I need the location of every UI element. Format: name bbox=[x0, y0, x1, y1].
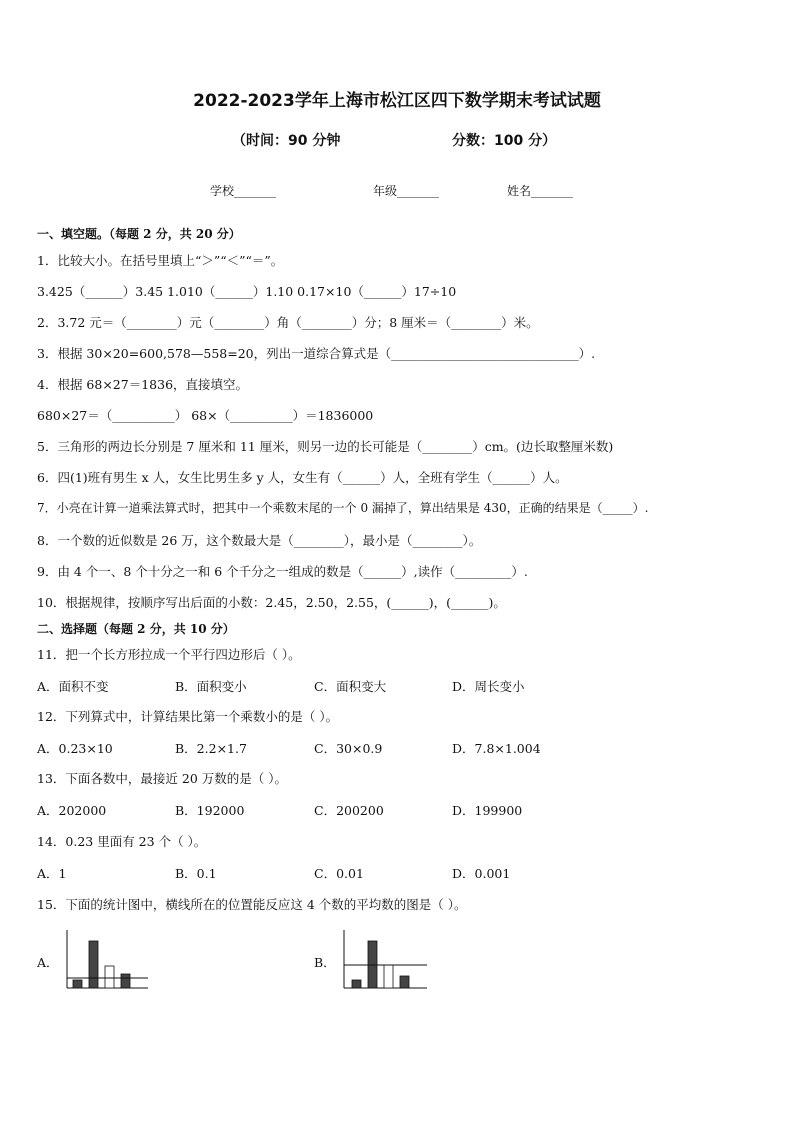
q13-option-a: A．202000 bbox=[37, 803, 107, 818]
q12-option-a: A．0.23×10 bbox=[37, 741, 113, 756]
graph-a-bar-1 bbox=[73, 980, 82, 988]
graph-a-bar-3 bbox=[105, 966, 114, 988]
time-info: （时间：90 分钟 bbox=[232, 133, 341, 149]
q6: 6．四(1)班有男生 x 人，女生比男生多 y 人，女生有（______）人，全班有学生（______）人。 bbox=[37, 470, 568, 485]
q12-option-d: D．7.8×1.004 bbox=[452, 741, 541, 756]
q8: 8．一个数的近似数是 26 万，这个数最大是（________），最小是（________）。 bbox=[37, 533, 482, 548]
q14-stem: 14．0.23 里面有 23 个（ ）。 bbox=[37, 834, 207, 849]
q14-option-b: B．0.1 bbox=[175, 866, 217, 881]
section2-heading: 二、选择题（每题 2 分，共 10 分） bbox=[37, 622, 235, 636]
q11-stem: 11．把一个长方形拉成一个平行四边形后（ ）。 bbox=[37, 647, 301, 662]
q5: 5．三角形的两边长分别是 7 厘米和 11 厘米，则另一边的长可能是（________）cm。(边长取整厘米数) bbox=[37, 439, 614, 454]
q12-option-b: B．2.2×1.7 bbox=[175, 741, 247, 756]
q12-stem: 12．下列算式中，计算结果比第一个乘数小的是（ ）。 bbox=[37, 709, 339, 724]
q11-option-a: A．面积不变 bbox=[37, 679, 109, 694]
graph-a-bar-4 bbox=[121, 974, 130, 988]
q12-option-c: C．30×0.9 bbox=[314, 741, 383, 756]
section1-heading: 一、填空题。（每题 2 分，共 20 分） bbox=[37, 227, 241, 241]
q7: 7．小亮在计算一道乘法算式时，把其中一个乘数末尾的一个 0 漏掉了，算出结果是 430，正确的结果是（_____）. bbox=[37, 501, 649, 515]
graph-b-bar-3 bbox=[384, 965, 393, 988]
q4-stem: 4．根据 68×27＝1836，直接填空。 bbox=[37, 377, 249, 392]
q14-option-c: C．0.01 bbox=[314, 866, 364, 881]
q13-stem: 13．下面各数中，最接近 20 万数的是（ ）。 bbox=[37, 771, 287, 786]
q15-option-a: A． bbox=[37, 955, 59, 970]
grade-field: 年级_______ bbox=[373, 184, 440, 198]
q11-option-d: D．周长变小 bbox=[452, 679, 525, 694]
q10: 10．根据规律，按顺序写出后面的小数：2.45，2.50，2.55，(______)，(______)。 bbox=[37, 595, 506, 610]
q4-items: 680×27＝（__________） 68×（__________）＝1836000 bbox=[37, 408, 374, 423]
graph-a-bar-2 bbox=[89, 941, 98, 988]
q11-option-b: B．面积变小 bbox=[175, 679, 247, 694]
score-info: 分数：100 分） bbox=[452, 133, 557, 149]
exam-title: 2022-2023学年上海市松江区四下数学期末考试试题 bbox=[193, 91, 601, 111]
q13-option-b: B．192000 bbox=[175, 803, 245, 818]
q15-option-b: B． bbox=[314, 955, 336, 970]
school-field: 学校_______ bbox=[210, 184, 277, 198]
q1-items: 3.425（______）3.45 1.010（______）1.10 0.17×10（______）17÷10 bbox=[37, 284, 457, 299]
q11-option-c: C．面积变大 bbox=[314, 679, 387, 694]
name-field: 姓名_______ bbox=[507, 184, 574, 198]
q2: 2．3.72 元＝（________）元（________）角（________）分；8 厘米＝（________）米。 bbox=[37, 315, 539, 330]
q15-stem: 15．下面的统计图中，横线所在的位置能反应这 4 个数的平均数的图是（ ）。 bbox=[37, 897, 467, 912]
q14-option-d: D．0.001 bbox=[452, 866, 511, 881]
q3: 3．根据 30×20=600,578—558=20，列出一道综合算式是（______________________________）. bbox=[37, 346, 596, 361]
q9: 9．由 4 个一、8 个十分之一和 6 个千分之一组成的数是（______）,读作（_________）. bbox=[37, 564, 528, 579]
q13-option-d: D．199900 bbox=[452, 803, 523, 818]
graph-b-bar-4 bbox=[400, 976, 409, 988]
q14-option-a: A．1 bbox=[37, 866, 67, 881]
graph-b-bar-1 bbox=[352, 980, 361, 988]
graph-b bbox=[341, 928, 433, 992]
q1-stem: 1．比较大小。在括号里填上“＞”“＜”“＝”。 bbox=[37, 253, 284, 268]
q13-option-c: C．200200 bbox=[314, 803, 384, 818]
graph-a bbox=[64, 928, 152, 992]
